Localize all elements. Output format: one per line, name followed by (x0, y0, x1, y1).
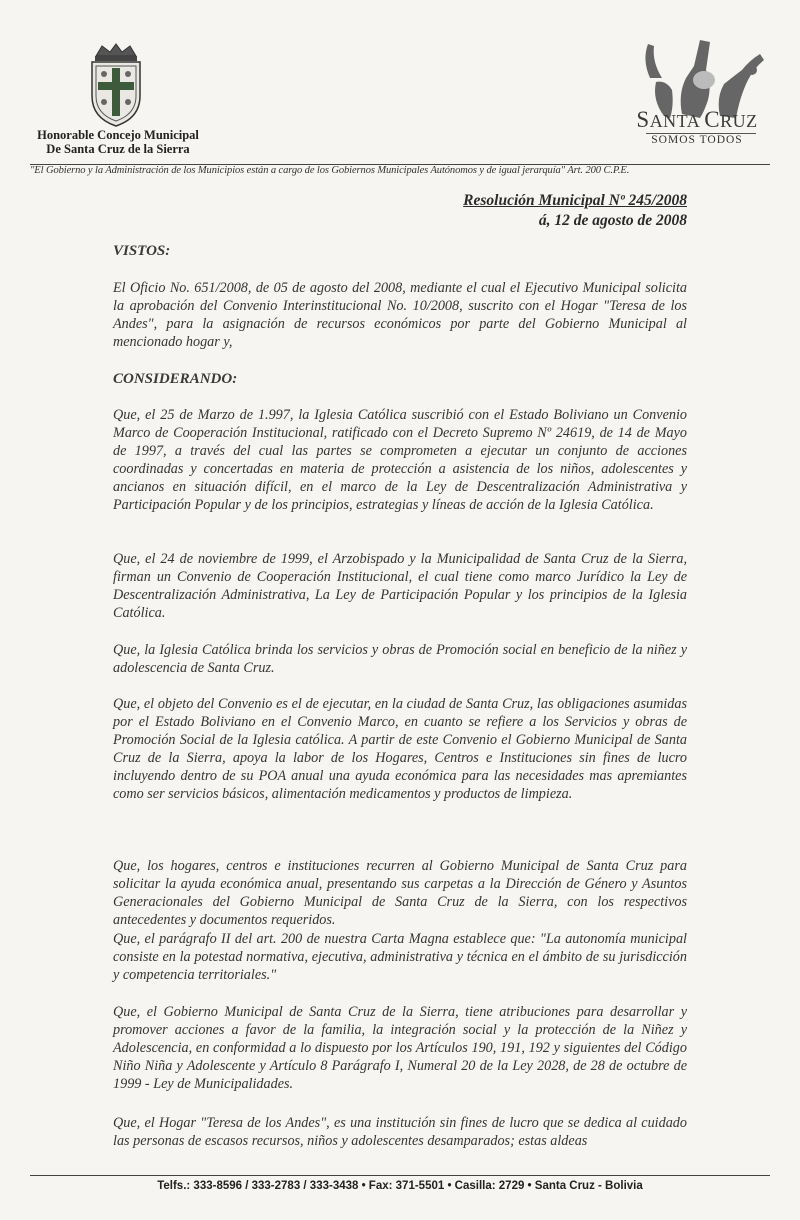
council-line-1: Honorable Concejo Municipal (37, 128, 199, 142)
paragraph-considerando-8: Que, el Hogar "Teresa de los Andes", es una institución sin fines de lucro que se dedica al cuidado las personas de escasos recursos, niños y adolescentes desamparados; estas aldeas (113, 1115, 687, 1150)
paragraph-considerando-6: Que, el parágrafo II del art. 200 de nuestra Carta Magna establece que: "La autonomía municipal consiste en la potestad normativa, ejecutiva, administrativa y técnica en el ámbito de su jurisdicción y competencia territoriales." (113, 931, 687, 984)
footer-rule (30, 1175, 770, 1176)
coat-of-arms-icon (80, 42, 152, 130)
paragraph-considerando-1: Que, el 25 de Marzo de 1.997, la Iglesia Católica suscribió con el Estado Boliviano un Convenio Marco de Cooperación Institucional, ratificado con el Decreto Supremo Nº 24619, de 14 de Mayo de 1997, a través del cual las partes se comprometen a ejecutar un conjunto de acciones coordinadas y concertadas en materia de protección a asistencia de los niños, adolescentes y ancianos en situación difícil, en el marco de la Ley de Descentralización Administrativa y Participación Popular y de los principios, estrategias y líneas de acción de la Iglesia Católica. (113, 407, 687, 514)
santa-cruz-logo-icon (612, 30, 782, 170)
resolution-title: Resolución Municipal Nº 245/2008 (463, 192, 687, 209)
paragraph-considerando-2: Que, el 24 de noviembre de 1999, el Arzobispado y la Municipalidad de Santa Cruz de la Sierra, firman un Convenio de Cooperación Institucional, el cual tiene como marco Jurídico la Ley de Descentralización Administrativa, La Ley de Participación Popular y los principios de la Iglesia Católica. (113, 551, 687, 622)
paragraph-considerando-4: Que, el objeto del Convenio es el de ejecutar, en la ciudad de Santa Cruz, las obligaciones asumidas por el Estado Boliviano en el Convenio Marco, en cuanto se refiere a los Servicios y obras de Promoción Social de la Iglesia católica. A partir de este Convenio el Gobierno Municipal de Santa Cruz de la Sierra, apoya la labor de los Hogares, Centros e Instituciones sin fines de lucro incluyendo dentro de su POA anual una ayuda económica para las necesidades mas apremiantes como ser servicios básicos, alimentación medicamentos y productos de limpieza. (113, 696, 687, 803)
logo-title-part-2: RUZ (720, 111, 758, 131)
paragraph-vistos: El Oficio No. 651/2008, de 05 de agosto del 2008, mediante el cual el Ejecutivo Municipal solicita la aprobación del Convenio Interinstitucional No. 10/2008, suscrito con el Hogar "Teresa de los Andes", para la asignación de recursos económicos por parte del Gobierno Municipal al mencionado hogar y, (113, 280, 687, 351)
logo-title-initial-1: S (636, 107, 650, 132)
logo-title-part-1: ANTA (649, 111, 705, 131)
logo-title (612, 108, 782, 133)
council-line-2: De Santa Cruz de la Sierra (46, 142, 190, 156)
paragraph-considerando-3: Que, la Iglesia Católica brinda los servicios y obras de Promoción social en beneficio de la niñez y adolescencia de Santa Cruz. (113, 642, 687, 677)
logo-title-initial-2: C (704, 107, 721, 132)
resolution-date: á, 12 de agosto de 2008 (538, 212, 687, 229)
section-heading-considerando: CONSIDERANDO: (113, 371, 238, 387)
council-name (18, 128, 218, 156)
constitution-quote: "El Gobierno y la Administración de los Municipios están a cargo de los Gobiernos Municipales Autónomos y de igual jerarquía" Art. 200 C.P.E. (30, 165, 630, 176)
paragraph-considerando-7: Que, el Gobierno Municipal de Santa Cruz de la Sierra, tiene atribuciones para desarrollar y promover acciones a favor de la familia, la integración social y la protección de la Niñez y Adolescencia, en conformidad a lo dispuesto por los Artículos 190, 191, 192 y siguientes del Código Niño Niña y Adolescente y Artículo 8 Parágrafo I, Numeral 20 de la Ley 2028, de 28 de octubre de 1999 - Ley de Municipalidades. (113, 1004, 687, 1093)
footer-contact: Telfs.: 333-8596 / 333-2783 / 333-3438 • Fax: 371-5501 • Casilla: 2729 • Santa Cruz - Bolivia (157, 1180, 643, 1192)
section-heading-vistos: VISTOS: (113, 243, 171, 259)
paragraph-considerando-5: Que, los hogares, centros e instituciones recurren al Gobierno Municipal de Santa Cruz para solicitar la ayuda económica anual, presentando sus carpetas a la Dirección de Género y Asuntos Generacionales del Gobierno Municipal de Santa Cruz de la Sierra, con los respectivos antecedentes y documentos requeridos. (113, 858, 687, 929)
logo-subtitle: SOMOS TODOS (651, 134, 743, 146)
